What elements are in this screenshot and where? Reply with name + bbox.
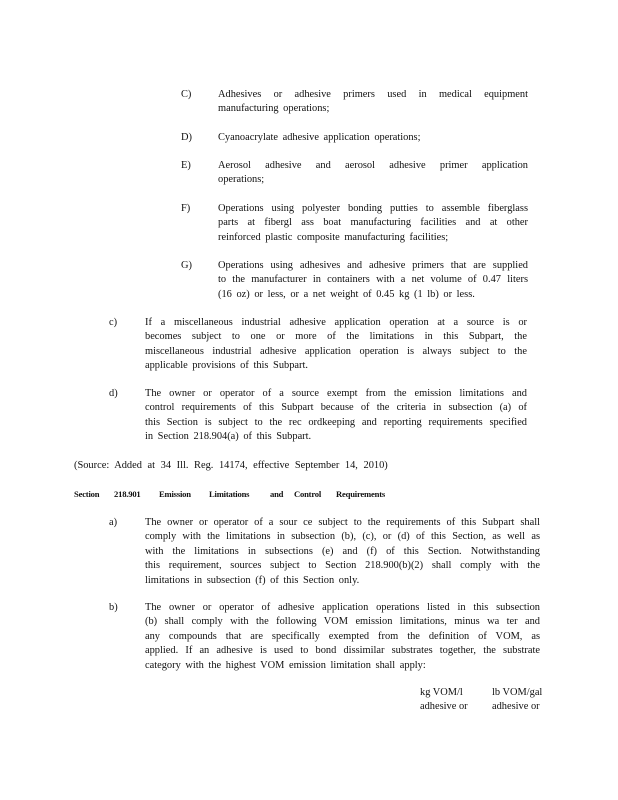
- text-line: applicable provisions of this Subpart.: [145, 360, 308, 372]
- item-text: [145, 316, 527, 374]
- table-col-kg-line2: adhesive or: [420, 701, 468, 713]
- text-line: parts at fibergl ass boat manufacturing facilities and at other: [218, 217, 528, 229]
- item-marker: c): [109, 317, 118, 328]
- text-line: Aerosol adhesive and aerosol adhesive primer application: [218, 160, 528, 171]
- text-line: any compounds that are specifically exempted from the definition of VOM, as: [145, 630, 540, 642]
- item-marker: E): [181, 160, 191, 171]
- section-heading-title-1: Emission: [159, 489, 191, 499]
- text-line: comply with the limitations in subsection (b), (c), or (d) of this Section, as well as: [145, 531, 540, 543]
- text-line: miscellaneous industrial adhesive application operation is always subject to the: [145, 345, 527, 357]
- table-col-kg: [420, 686, 468, 715]
- text-line: becomes subject to one or more of the limitations in this Subpart, the: [145, 331, 527, 343]
- item-marker: D): [181, 132, 192, 143]
- item-text: [218, 202, 528, 245]
- text-line: operations;: [218, 174, 265, 186]
- table-col-kg-line1: kg VOM/l: [420, 687, 463, 698]
- text-line: manufacturing operations;: [218, 103, 330, 115]
- item-text: [145, 601, 540, 673]
- text-line: to the manufacturer in containers with a net volume of 0.47 liters: [218, 274, 528, 286]
- text-line: If a miscellaneous industrial adhesive application operation at a source is or: [145, 317, 527, 328]
- item-marker: C): [181, 89, 192, 100]
- text-line: Operations using adhesives and adhesive primers that are supplied: [218, 260, 528, 271]
- item-marker: a): [109, 517, 118, 528]
- text-line: The owner or operator of a sour ce subject to the requirements of this Subpart shall: [145, 517, 540, 528]
- item-text: [218, 88, 528, 117]
- item-text: [145, 516, 540, 588]
- section-heading-title-4: Control: [294, 489, 322, 499]
- text-line: (b) shall comply with the following VOM emission limitations, minus wa ter and: [145, 616, 540, 628]
- item-marker: d): [109, 388, 118, 399]
- item-text: [218, 159, 528, 188]
- table-col-lb: [492, 686, 542, 715]
- text-line: control requirements of this Subpart because of the criteria in subsection (a) of: [145, 402, 527, 414]
- text-line: with the limitations in subsections (e) and (f) of this Section. Notwithstanding: [145, 545, 540, 557]
- text-line: in Section 218.904(a) of this Subpart.: [145, 431, 312, 443]
- item-text: [218, 131, 528, 145]
- section-heading-title-2: Limitations: [209, 489, 250, 499]
- item-text: [218, 259, 528, 302]
- text-line: applied. If an adhesive is used to bond dissimilar substrates together, the substrate: [145, 645, 540, 657]
- text-line: Operations using polyester bonding putties to assemble fiberglass: [218, 203, 528, 214]
- text-line: this Section is subject to the rec ordkeeping and reporting requirements specified: [145, 416, 527, 428]
- text-line: Cyanoacrylate adhesive application operations;: [218, 132, 421, 143]
- section-heading-number: 218.901: [114, 489, 141, 499]
- table-col-lb-line1: lb VOM/gal: [492, 687, 543, 698]
- section-heading-title-5: Requirements: [336, 489, 385, 499]
- text-line: this requirement, sources subject to Section 218.900(b)(2) shall comply with the: [145, 560, 540, 572]
- text-line: limitations in subsection (f) of this Section only.: [145, 574, 360, 586]
- text-line: reinforced plastic composite manufacturing facilities;: [218, 231, 449, 243]
- text-line: Adhesives or adhesive primers used in medical equipment: [218, 89, 528, 100]
- item-text: [145, 387, 527, 445]
- section-heading-word: Section: [74, 489, 100, 499]
- text-line: The owner or operator of adhesive application operations listed in this subsection: [145, 602, 540, 613]
- section-heading-title-3: and: [270, 489, 284, 499]
- item-marker: b): [109, 602, 118, 613]
- item-marker: F): [181, 203, 191, 214]
- text-line: The owner or operator of a source exempt from the emission limitations and: [145, 388, 527, 399]
- source-note: (Source: Added at 34 Ill. Reg. 14174, effective September 14, 2010): [74, 460, 388, 471]
- item-marker: G): [181, 260, 192, 271]
- text-line: (16 oz) or less, or a net weight of 0.45 kg (1 lb) or less.: [218, 288, 475, 300]
- text-line: category with the highest VOM emission limitation shall apply:: [145, 659, 426, 671]
- table-col-lb-line2: adhesive or: [492, 701, 540, 713]
